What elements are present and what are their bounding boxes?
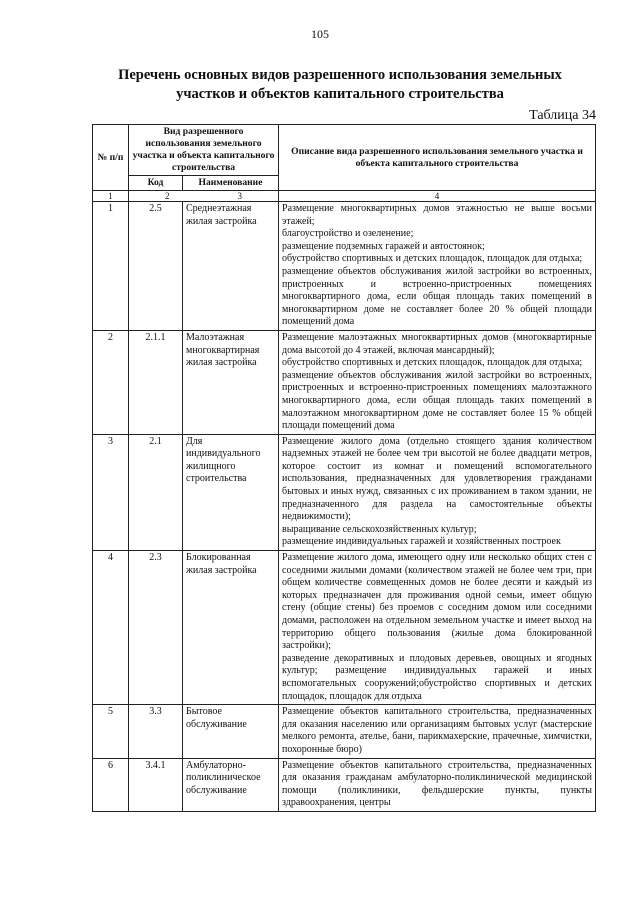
description-paragraph: разведение декоративных и плодовых деревьев, овощных и ягодных культур; размещение индивидуальных гаражей и иных вспомогательных сооружений;обустройство спортивных и детских площадок, площадок для отдыха [282, 652, 592, 702]
row-description [279, 434, 596, 550]
table-row [93, 202, 596, 331]
index-cell: 1 [93, 191, 129, 202]
row-number: 5 [93, 705, 129, 758]
description-paragraph: благоустройство и озеленение; [282, 228, 414, 240]
table-row [93, 758, 596, 811]
row-name: Амбулаторно-поликлиническое обслуживание [183, 758, 279, 811]
row-code: 2.1 [129, 434, 183, 550]
row-name: Бытовое обслуживание [183, 705, 279, 758]
column-index-row [93, 191, 596, 202]
description-paragraph: обустройство спортивных и детских площадок, площадок для отдыха; [282, 253, 583, 265]
row-number: 2 [93, 330, 129, 434]
row-name: Для индивидуального жилищного строительства [183, 434, 279, 550]
title-line-2: участков и объектов капитального строительства [176, 86, 504, 102]
index-cell: 4 [279, 191, 596, 202]
table-row [93, 551, 596, 705]
index-cell-code: 2 [165, 191, 170, 201]
description-paragraph: Размещение жилого дома (отдельно стоящего здания количеством надземных этажей не более чем три высотой не более двадцати метров, которое состоит из комнат и помещений вспомогательного использования, предназначенных для удовлетворения гражданами бытовых и иных нужд, связанных с их проживанием в таком здании, не предназначенного для раздела на самостоятельные объекты недвижимости); [282, 435, 592, 523]
row-description [279, 330, 596, 434]
header-name: Наименование [183, 176, 279, 191]
header-num: № п/п [93, 125, 129, 191]
description-paragraph: обустройство спортивных и детских площадок, площадок для отдыха; [282, 357, 583, 369]
table-row [93, 330, 596, 434]
description-paragraph: Размещение малоэтажных многоквартирных домов (многоквартирные дома высотой до 4 этажей, включая мансардный); [282, 331, 592, 356]
description-paragraph: выращивание сельскохозяйственных культур; [282, 523, 477, 535]
index-cell-name: 3 [237, 191, 242, 201]
row-code: 2.1.1 [129, 330, 183, 434]
document-title [60, 66, 620, 104]
row-description [279, 202, 596, 331]
table-row [93, 705, 596, 758]
row-description [279, 551, 596, 705]
description-paragraph: Размещение жилого дома, имеющего одну или несколько общих стен с соседними жилыми домами (количеством этажей не более чем три, при общем количестве совмещенных домов не более десяти и каждый из которых предназначен для проживания одной семьи, имеет общую стену (общие стены) без проемов с соседним домом или соседними домами, расположен на отдельном земельном участке и имеет выход на территорию общего пользования (жилые дома блокированной застройки); [282, 552, 592, 652]
description-paragraph: Размещение объектов капитального строительства, предназначенных для оказания гражданам амбулаторно-поликлинической медицинской помощи (поликлиники, фельдшерские пункты, пункты здравоохранения, центры [282, 759, 592, 809]
row-code: 3.3 [129, 705, 183, 758]
description-paragraph: размещение объектов обслуживания жилой застройки во встроенных, пристроенных и встроенно-пристроенных помещениях малоэтажного многоквартирного дома, если общая площадь таких помещений в малоэтажном многоквартирном доме не составляет более 15 % общей площади помещений дома [282, 369, 592, 432]
header-group: Вид разрешенного использования земельного участка и объекта капитального строительства [129, 125, 279, 176]
row-code: 2.3 [129, 551, 183, 705]
row-number: 6 [93, 758, 129, 811]
index-cell [129, 191, 279, 202]
land-use-table [92, 124, 596, 812]
header-description: Описание вида разрешенного использования земельного участка и объекта капитального строительства [279, 125, 596, 191]
title-line-1: Перечень основных видов разрешенного использования земельных [118, 67, 562, 83]
description-paragraph: Размещение объектов капитального строительства, предназначенных для оказания населению или организациям бытовых услуг (мастерские мелкого ремонта, ателье, бани, парикмахерские, прачечные, химчистки, похоронные бюро) [282, 706, 592, 755]
description-paragraph: размещение объектов обслуживания жилой застройки во встроенных, пристроенных и встроенно-пристроенных помещениях многоквартирного дома, если общая площадь таких помещений в многоквартирном доме не составляет более 20 % общей площади помещений дома [282, 265, 592, 328]
row-name: Малоэтажная многоквартирная жилая застройка [183, 330, 279, 434]
row-description [279, 705, 596, 758]
description-paragraph: размещение подземных гаражей и автостоянок; [282, 240, 485, 252]
header-code: Код [129, 176, 183, 191]
description-paragraph: Размещение многоквартирных домов этажностью не выше восьми этажей; [282, 203, 592, 227]
row-description [279, 758, 596, 811]
page-number: 105 [311, 27, 329, 41]
table-row [93, 434, 596, 550]
row-name: Среднеэтажная жилая застройка [183, 202, 279, 331]
row-code: 2.5 [129, 202, 183, 331]
row-name: Блокированная жилая застройка [183, 551, 279, 705]
row-code: 3.4.1 [129, 758, 183, 811]
table-label: Таблица 34 [529, 108, 596, 123]
row-number: 3 [93, 434, 129, 550]
header-row [93, 125, 596, 176]
row-number: 1 [93, 202, 129, 331]
description-paragraph: размещение индивидуальных гаражей и хозяйственных построек [282, 536, 561, 548]
row-number: 4 [93, 551, 129, 705]
